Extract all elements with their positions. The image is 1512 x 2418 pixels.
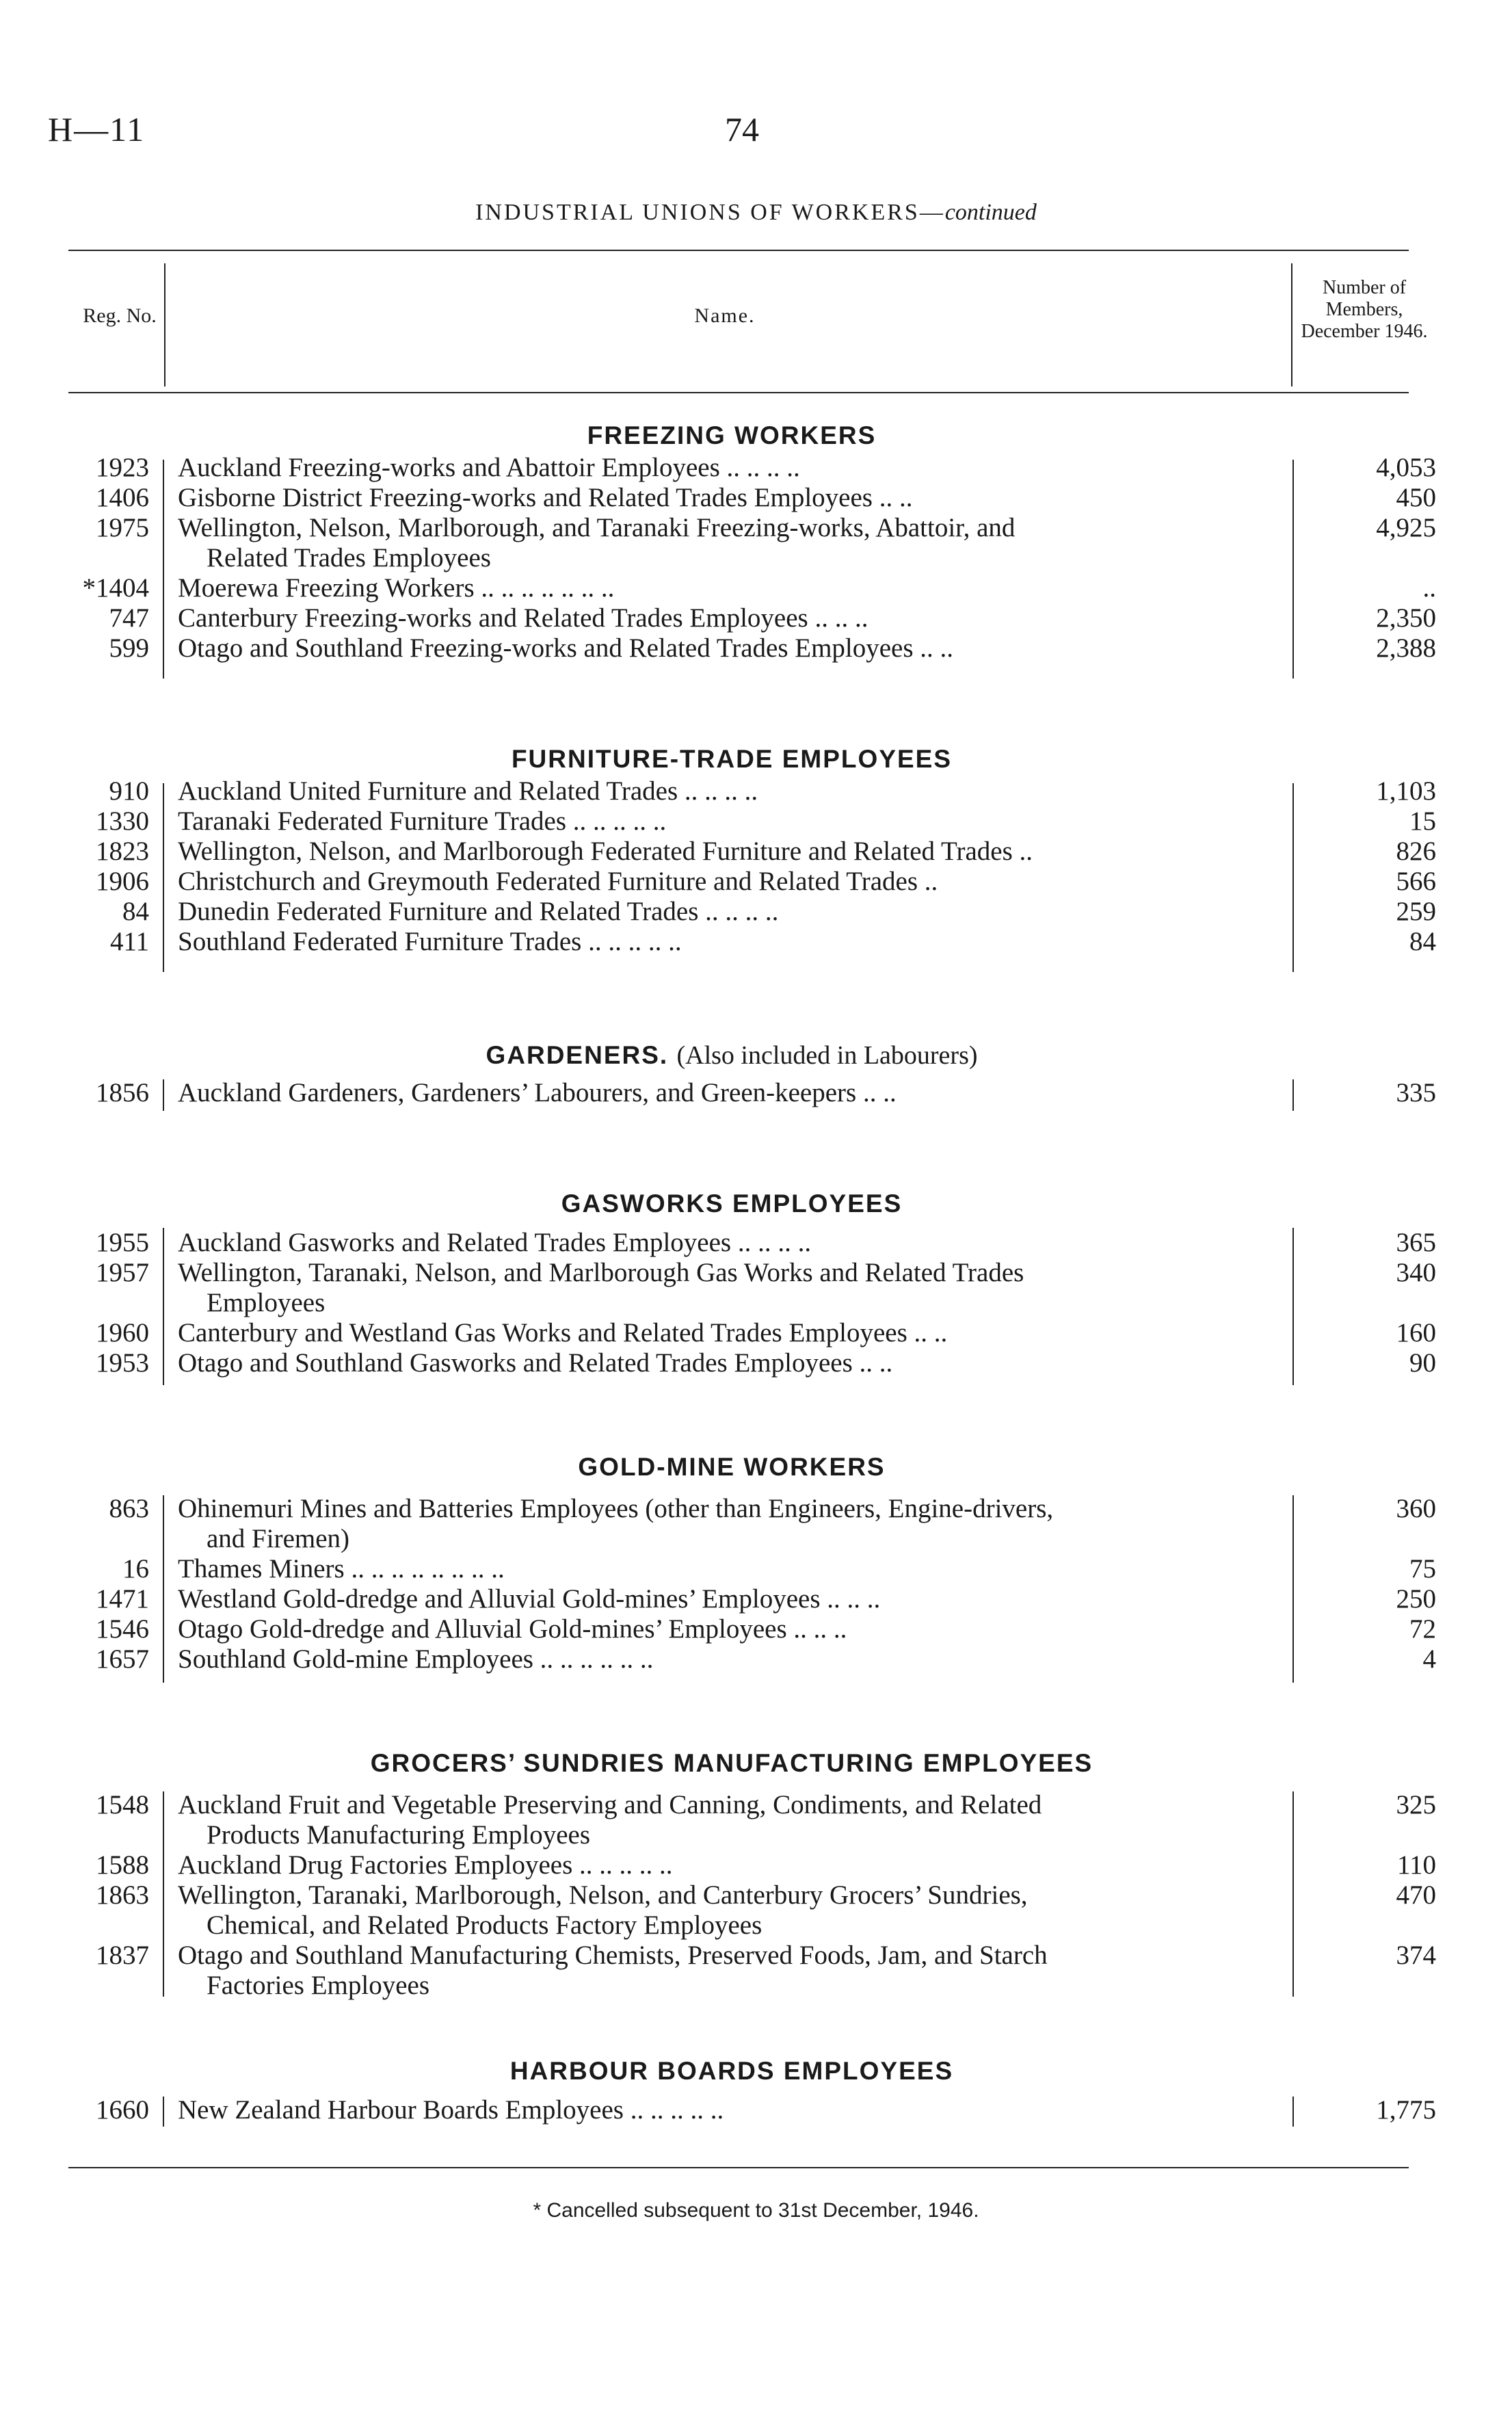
- member-count: 365: [1396, 1228, 1436, 1257]
- reg-no: 1856: [96, 1078, 149, 1107]
- reg-no: 1960: [96, 1318, 149, 1348]
- member-count: ..: [1422, 573, 1436, 603]
- member-count: 160: [1396, 1318, 1436, 1348]
- table-row: [68, 867, 1436, 897]
- table-row: [68, 1584, 1436, 1614]
- table-row: [68, 453, 1436, 483]
- member-count: 110: [1396, 1850, 1436, 1880]
- union-name-line: Ohinemuri Mines and Batteries Employees (other than Engineers, Engine-drivers,: [178, 1494, 1054, 1523]
- table-bottom-rule: [68, 2167, 1409, 2168]
- column-divider: [164, 263, 165, 386]
- table-row: [68, 603, 1436, 633]
- section-note: (Also included in Labourers): [676, 1041, 978, 1070]
- reg-no: *1404: [82, 573, 149, 603]
- table-row: [68, 1880, 1436, 1941]
- table-row: [68, 1614, 1436, 1644]
- section-title: GASWORKS EMPLOYEES: [561, 1190, 903, 1218]
- table-row: [68, 1790, 1436, 1850]
- reg-no: 1863: [96, 1880, 149, 1910]
- member-count: 259: [1396, 897, 1436, 926]
- union-name-line: Chemical, and Related Products Factory Employees: [207, 1910, 762, 1940]
- union-name: Auckland Gasworks and Related Trades Employees .. .. .. ..: [178, 1228, 812, 1257]
- member-count: 325: [1396, 1790, 1436, 1819]
- table-row: [68, 837, 1436, 867]
- reg-no: 1546: [96, 1614, 149, 1644]
- union-name: Auckland United Furniture and Related Trades .. .. .. ..: [178, 776, 758, 806]
- page-reference: H—11: [48, 110, 146, 148]
- union-name: [178, 1494, 1313, 1554]
- table-row: [68, 513, 1436, 573]
- reg-no: 1548: [96, 1790, 149, 1819]
- union-name: Auckland Gardeners, Gardeners’ Labourers, and Green-keepers .. ..: [178, 1078, 897, 1107]
- table-row: [68, 1078, 1436, 1108]
- union-name: New Zealand Harbour Boards Employees .. .. .. .. ..: [178, 2095, 724, 2125]
- reg-no: 863: [109, 1494, 149, 1523]
- union-name: Christchurch and Greymouth Federated Furniture and Related Trades ..: [178, 867, 938, 896]
- union-name: Moerewa Freezing Workers .. .. .. .. .. .. ..: [178, 573, 615, 603]
- table-row: [68, 927, 1436, 957]
- member-count: 75: [1409, 1554, 1436, 1583]
- member-count: 826: [1396, 837, 1436, 866]
- union-name-line: Employees: [207, 1288, 326, 1317]
- table-row: [68, 1318, 1436, 1348]
- section-harbour-boards-employees: [68, 2054, 1436, 2125]
- column-header-reg-no: Reg. No.: [83, 304, 157, 327]
- union-name-line: Products Manufacturing Employees: [207, 1820, 591, 1850]
- union-name: [178, 513, 1313, 573]
- reg-no: 1660: [96, 2095, 149, 2125]
- section-gardeners: [68, 1038, 1436, 1108]
- member-count: 335: [1396, 1078, 1436, 1107]
- union-name-line: Wellington, Nelson, Marlborough, and Taranaki Freezing-works, Abattoir, and: [178, 513, 1016, 542]
- union-name: Otago and Southland Freezing-works and Related Trades Employees .. ..: [178, 633, 954, 663]
- table-title-text: INDUSTRIAL UNIONS OF WORKERS—: [475, 200, 945, 225]
- reg-no: 910: [109, 776, 149, 806]
- member-count: 90: [1409, 1348, 1436, 1378]
- member-count: 4,053: [1376, 453, 1436, 482]
- union-name: [178, 1790, 1313, 1850]
- section-title: HARBOUR BOARDS EMPLOYEES: [509, 2057, 954, 2085]
- member-count: 4,925: [1376, 513, 1436, 542]
- reg-no: 1906: [96, 867, 149, 896]
- union-name-line: Otago and Southland Manufacturing Chemists, Preserved Foods, Jam, and Starch: [178, 1941, 1048, 1970]
- section-title: FURNITURE-TRADE EMPLOYEES: [511, 745, 953, 773]
- reg-no: 411: [109, 927, 149, 956]
- member-count: 374: [1396, 1941, 1436, 1970]
- table-row: [68, 483, 1436, 513]
- union-name-line: Factories Employees: [207, 1971, 429, 2000]
- reg-no: 1957: [96, 1258, 149, 1287]
- union-name: [178, 1258, 1313, 1318]
- reg-no: 1953: [96, 1348, 149, 1378]
- page-number: 74: [725, 110, 759, 148]
- reg-no: 1975: [96, 513, 149, 542]
- reg-no: 16: [122, 1554, 149, 1583]
- reg-no: 1837: [96, 1941, 149, 1970]
- union-name: Canterbury and Westland Gas Works and Related Trades Employees .. ..: [178, 1318, 948, 1348]
- union-name: Westland Gold-dredge and Alluvial Gold-mines’ Employees .. .. ..: [178, 1584, 881, 1614]
- table-row: [68, 1348, 1436, 1378]
- union-name: Taranaki Federated Furniture Trades .. .. .. .. ..: [178, 806, 667, 836]
- union-name-line: Auckland Fruit and Vegetable Preserving and Canning, Condiments, and Related: [178, 1790, 1042, 1819]
- reg-no: 1823: [96, 837, 149, 866]
- member-count: 1,775: [1376, 2095, 1436, 2125]
- union-name-line: Wellington, Taranaki, Nelson, and Marlborough Gas Works and Related Trades: [178, 1258, 1024, 1287]
- reg-no: 84: [122, 897, 149, 926]
- footnote: * Cancelled subsequent to 31st December, 1946.: [533, 2199, 979, 2222]
- union-name: Otago Gold-dredge and Alluvial Gold-mines’ Employees .. .. ..: [178, 1614, 847, 1644]
- member-count: 4: [1422, 1644, 1436, 1674]
- table-row: [68, 2095, 1436, 2125]
- reg-no: 747: [109, 603, 149, 633]
- column-divider: [1291, 263, 1292, 386]
- union-name: Gisborne District Freezing-works and Related Trades Employees .. ..: [178, 483, 913, 512]
- table-row: [68, 1554, 1436, 1584]
- table-row: [68, 1228, 1436, 1258]
- section-title: [164, 1038, 1299, 1073]
- union-name-line: Wellington, Taranaki, Marlborough, Nelson, and Canterbury Grocers’ Sundries,: [178, 1880, 1028, 1910]
- table-row: [68, 573, 1436, 603]
- section-gasworks-employees: [68, 1187, 1436, 1378]
- section-grocers-sundries-employees: [68, 1746, 1436, 2001]
- table-row: [68, 897, 1436, 927]
- table-row: [68, 1941, 1436, 2001]
- member-count: 450: [1396, 483, 1436, 512]
- member-count: 470: [1396, 1880, 1436, 1910]
- reg-no: 1588: [96, 1850, 149, 1880]
- section-title-text: GARDENERS.: [486, 1041, 669, 1069]
- column-header: [68, 257, 1428, 386]
- reg-no: 1923: [96, 453, 149, 482]
- union-name: Otago and Southland Gasworks and Related Trades Employees .. ..: [178, 1348, 893, 1378]
- table-row: [68, 776, 1436, 806]
- table-row: [68, 806, 1436, 837]
- member-count: 360: [1396, 1494, 1436, 1523]
- running-head: [0, 109, 1512, 150]
- reg-no: 1406: [96, 483, 149, 512]
- union-name: Dunedin Federated Furniture and Related Trades .. .. .. ..: [178, 897, 779, 926]
- union-name-line: and Firemen): [207, 1524, 350, 1553]
- table-row: [68, 1258, 1436, 1318]
- header-top-rule: [68, 250, 1409, 251]
- table-title: [0, 200, 1512, 226]
- column-header-name: Name.: [694, 304, 756, 327]
- union-name: Thames Miners .. .. .. .. .. .. .. ..: [178, 1554, 505, 1583]
- reg-no: 599: [109, 633, 149, 663]
- column-header-members: Number of Members, December 1946.: [1301, 277, 1428, 342]
- section-furniture-trade-employees: [68, 742, 1436, 957]
- union-name: [178, 1941, 1313, 2001]
- union-name: [178, 1880, 1313, 1941]
- section-title: FREEZING WORKERS: [587, 421, 877, 449]
- table-row: [68, 1850, 1436, 1880]
- union-name: Auckland Drug Factories Employees .. .. .. .. ..: [178, 1850, 673, 1880]
- member-count: 250: [1396, 1584, 1436, 1614]
- member-count: 340: [1396, 1258, 1436, 1287]
- reg-no: 1330: [96, 806, 149, 836]
- table-row: [68, 633, 1436, 663]
- member-count: 566: [1396, 867, 1436, 896]
- member-count: 2,350: [1376, 603, 1436, 633]
- union-name: Canterbury Freezing-works and Related Trades Employees .. .. ..: [178, 603, 868, 633]
- reg-no: 1657: [96, 1644, 149, 1674]
- union-name-line: Related Trades Employees: [207, 543, 491, 573]
- member-count: 1,103: [1376, 776, 1436, 806]
- header-bottom-rule: [68, 392, 1409, 393]
- reg-no: 1955: [96, 1228, 149, 1257]
- section-freezing-workers: [68, 419, 1436, 663]
- union-name: Southland Federated Furniture Trades .. .. .. .. ..: [178, 927, 682, 956]
- member-count: 84: [1409, 927, 1436, 956]
- union-name: Southland Gold-mine Employees .. .. .. .. .. ..: [178, 1644, 654, 1674]
- section-gold-mine-workers: [68, 1450, 1436, 1674]
- section-title: GOLD-MINE WORKERS: [578, 1453, 886, 1481]
- member-count: 15: [1409, 806, 1436, 836]
- table-title-continued: continued: [944, 200, 1037, 225]
- member-count: 2,388: [1376, 633, 1436, 663]
- table-row: [68, 1494, 1436, 1554]
- section-title: GROCERS’ SUNDRIES MANUFACTURING EMPLOYEES: [370, 1749, 1093, 1777]
- table-row: [68, 1644, 1436, 1674]
- union-name: Auckland Freezing-works and Abattoir Employees .. .. .. ..: [178, 453, 800, 482]
- member-count: 72: [1409, 1614, 1436, 1644]
- reg-no: 1471: [96, 1584, 149, 1614]
- union-name: Wellington, Nelson, and Marlborough Federated Furniture and Related Trades ..: [178, 837, 1033, 866]
